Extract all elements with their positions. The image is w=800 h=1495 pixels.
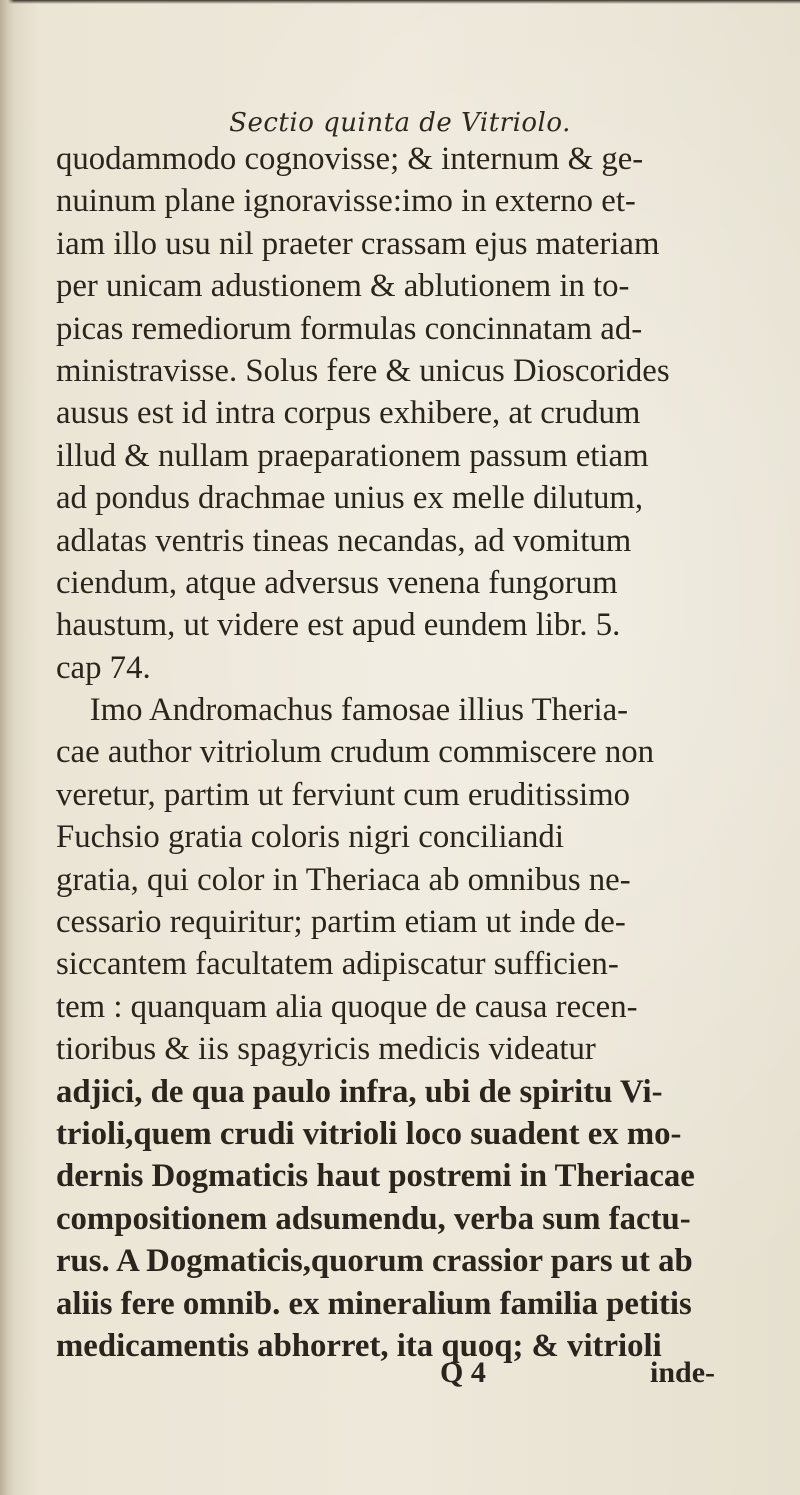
text-line: tem : quanquam alia quoque de causa recen-: [56, 988, 638, 1025]
text-line: Fuchsio gratia coloris nigri conciliandi: [56, 819, 564, 856]
text-line: cae author vitriolum crudum commiscere non: [56, 734, 654, 771]
page-gutter-shadow: [0, 0, 14, 1495]
text-line: siccantem facultatem adipiscatur sufficien-: [56, 946, 619, 983]
running-head: Sectio quinta de Vitriolo.: [229, 108, 571, 138]
text-line: medicamentis abhorret, ita quoq; & vitrioli: [56, 1327, 662, 1364]
text-line: cap 74.: [56, 649, 151, 686]
text-line: ausus est id intra corpus exhibere, at crudum: [56, 395, 641, 432]
text-line: dernis Dogmaticis haut postremi in Theriacae: [56, 1158, 695, 1195]
text-line: quodammodo cognovisse; & internum & ge-: [56, 141, 644, 177]
page-footer: [0, 1356, 800, 1396]
text-line: trioli,quem crudi vitrioli loco suadent ex mo-: [56, 1115, 682, 1152]
catchword: inde-: [650, 1356, 716, 1389]
text-line: haustum, ut videre est apud eundem libr. 5.: [56, 607, 621, 644]
text-line: picas remediorum formulas concinnatam ad-: [56, 310, 643, 347]
text-line: per unicam adustionem & ablutionem in to-: [56, 268, 630, 305]
text-line: ad pondus drachmae unius ex melle dilutum,: [56, 480, 644, 517]
text-line: ministravisse. Solus fere & unicus Dioscorides: [56, 352, 670, 389]
page-top-edge: [0, 0, 800, 4]
text-line: rus. A Dogmaticis,quorum crassior pars ut ab: [56, 1243, 693, 1280]
text-line: iam illo usu nil praeter crassam ejus materiam: [56, 225, 660, 262]
text-line: tioribus & iis spagyricis medicis videatur: [56, 1031, 596, 1068]
text-line: illud & nullam praeparationem passum etiam: [56, 437, 649, 474]
text-line: aliis fere omnib. ex mineralium familia petitis: [56, 1285, 692, 1322]
text-line: nuinum plane ignoravisse:imo in externo et-: [56, 183, 636, 220]
body-text: [56, 138, 796, 1367]
text-line: veretur, partim ut ferviunt cum eruditissimo: [56, 776, 630, 813]
text-line: adjici, de qua paulo infra, ubi de spiritu Vi-: [56, 1073, 663, 1110]
text-line: compositionem adsumendu, verba sum factu-: [56, 1200, 691, 1237]
signature-mark: Q 4: [440, 1356, 486, 1389]
text-line: adlatas ventris tineas necandas, ad vomitum: [56, 522, 632, 559]
text-line: ciendum, atque adversus venena fungorum: [56, 564, 618, 601]
text-line: cessario requiritur; partim etiam ut inde de-: [56, 904, 626, 941]
text-line: Imo Andromachus famosae illius Theria-: [89, 692, 629, 729]
text-line: gratia, qui color in Theriaca ab omnibus ne-: [56, 861, 631, 898]
